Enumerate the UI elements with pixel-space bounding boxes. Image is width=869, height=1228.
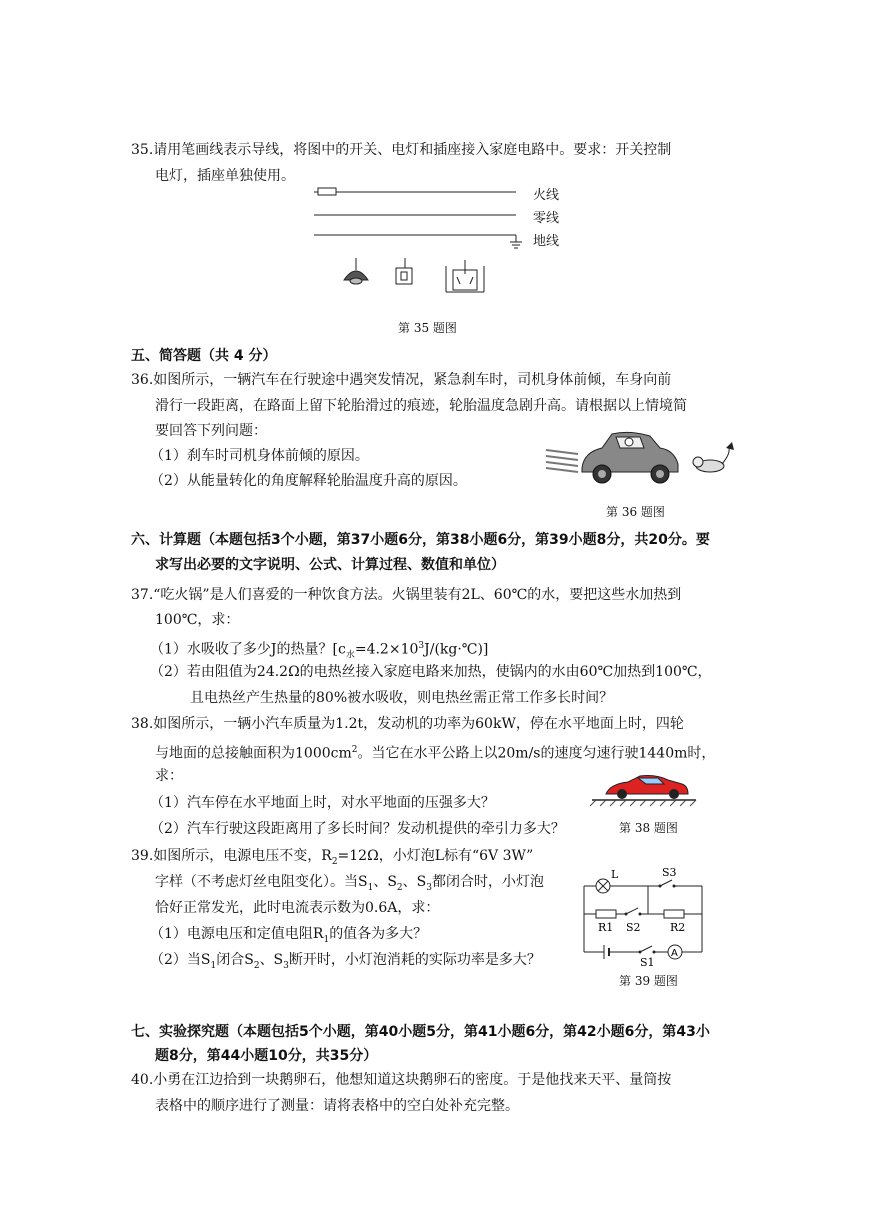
lamp-icon: [344, 258, 368, 284]
q39-part2: （2）当$S_1$闭合$S_2$、$S_3$断开时，小灯泡消耗的实际功率是多大？: [150, 952, 541, 971]
q37-part1: （1）水吸收了多少J的热量？$[c_水=4.2\times 10^3J/(kg\cdot℃)]$: [150, 641, 489, 661]
label-L: L: [611, 868, 619, 881]
section6-heading-line1: 六、计算题（本题包括3个小题，第37小题6分，第38小题6分，第39小题8分，共20分。要: [131, 532, 710, 548]
q36-part1: （1）刹车时司机身体前倾的原因。: [150, 448, 369, 464]
q38-line1: 38.如图所示，一辆小汽车质量为1.2t，发动机的功率为60kW，停在水平地面上时，四轮: [131, 716, 684, 732]
q35-caption: 第 35 题图: [398, 321, 457, 335]
q36-part2: （2）从能量转化的角度解释轮胎温度升高的原因。: [150, 473, 467, 489]
q35-line2: 电灯，插座单独使用。: [155, 168, 295, 184]
switch-icon: [396, 258, 412, 284]
q40-line2: 表格中的顺序进行了测量：请将表格中的空白处补充完整。: [155, 1098, 519, 1114]
label-A: A: [671, 948, 678, 959]
q36-line1: 36.如图所示，一辆汽车在行驶途中遇突发情况，紧急刹车时，司机身体前倾，车身向前: [131, 372, 672, 388]
q36-line3: 要回答下列问题：: [155, 423, 267, 439]
q39-caption: 第 39 题图: [619, 974, 678, 988]
section5-heading: 五、简答题（共 4 分）: [131, 348, 277, 364]
q40-line1: 40.小勇在江边拾到一块鹅卵石，他想知道这块鹅卵石的密度。于是他找来天平、量筒按: [131, 1072, 672, 1088]
q38-part1: （1）汽车停在水平地面上时，对水平地面的压强多大？: [150, 795, 495, 811]
fire-wire-label: 火线: [533, 188, 560, 203]
q36-line2: 滑行一段距离，在路面上留下轮胎滑过的痕迹，轮胎温度急剧升高。请根据以上情境简: [155, 398, 687, 414]
q38-part2: （2）汽车行驶这段距离用了多长时间？发动机提供的牵引力多大？: [150, 821, 565, 837]
q35-household-circuit-figure: [310, 180, 570, 300]
q37-line2: 100℃，求：: [155, 612, 240, 628]
label-S3: S3: [662, 866, 677, 879]
q38-line3: 求：: [155, 768, 183, 784]
label-S2: S2: [626, 921, 641, 934]
q39-line3: 恰好正常发光，此时电流表示数为0.6A，求：: [155, 900, 440, 916]
label-S1: S1: [640, 956, 655, 969]
section7-heading-line1: 七、实验探究题（本题包括5个小题，第40小题5分，第41小题6分，第42小题6分，第43小: [131, 1024, 710, 1040]
q37-line1: 37.“吃火锅”是人们喜爱的一种饮食方法。火锅里装有2L、60℃的水，要把这些水加热到: [131, 587, 682, 603]
q35-line1: 35.请用笔画线表示导线，将图中的开关、电灯和插座接入家庭电路中。要求：开关控制: [131, 142, 672, 158]
label-R2: R2: [670, 921, 686, 934]
label-R1: R1: [598, 921, 614, 934]
q36-braking-car-figure: [540, 428, 740, 488]
neutral-wire-label: 零线: [533, 211, 560, 226]
q39-line2: 字样（不考虑灯丝电阻变化）。当$S_1$、$S_2$、$S_3$都闭合时，小灯泡: [155, 874, 544, 893]
q38-line2: 与地面的总接触面积为$1000cm^2$。当它在水平公路上以20m/s的速度匀速行驶1440m时，: [155, 745, 716, 762]
q38-caption: 第 38 题图: [619, 821, 678, 835]
socket-icon: [446, 260, 484, 292]
lamp-L-icon: [596, 879, 610, 893]
q37-part2-line2: 且电热丝产生热量的80%被水吸收，则电热丝需正常工作多长时间？: [190, 690, 614, 706]
section6-heading-line2: 求写出必要的文字说明、公式、计算过程、数值和单位）: [155, 557, 505, 573]
q39-part1: （1）电源电压和定值电阻$R_1$的值各为多大？: [150, 926, 428, 945]
q37-part2-line1: （2）若由阻值为24.2Ω的电热丝接入家庭电路来加热，使锅内的水由60℃加热到100℃，: [150, 664, 712, 680]
cat-icon: [693, 442, 734, 472]
q39-circuit-diagram: [578, 868, 713, 968]
section7-heading-line2: 题8分，第44小题10分，共35分）: [155, 1048, 378, 1064]
q38-car-figure: [588, 772, 698, 808]
ground-wire-label: 地线: [533, 234, 560, 249]
q36-caption: 第 36 题图: [606, 505, 665, 519]
q39-line1: 39.如图所示，电源电压不变，$R_2=12\Omega$，小灯泡L标有“6V 3W”: [131, 848, 534, 867]
